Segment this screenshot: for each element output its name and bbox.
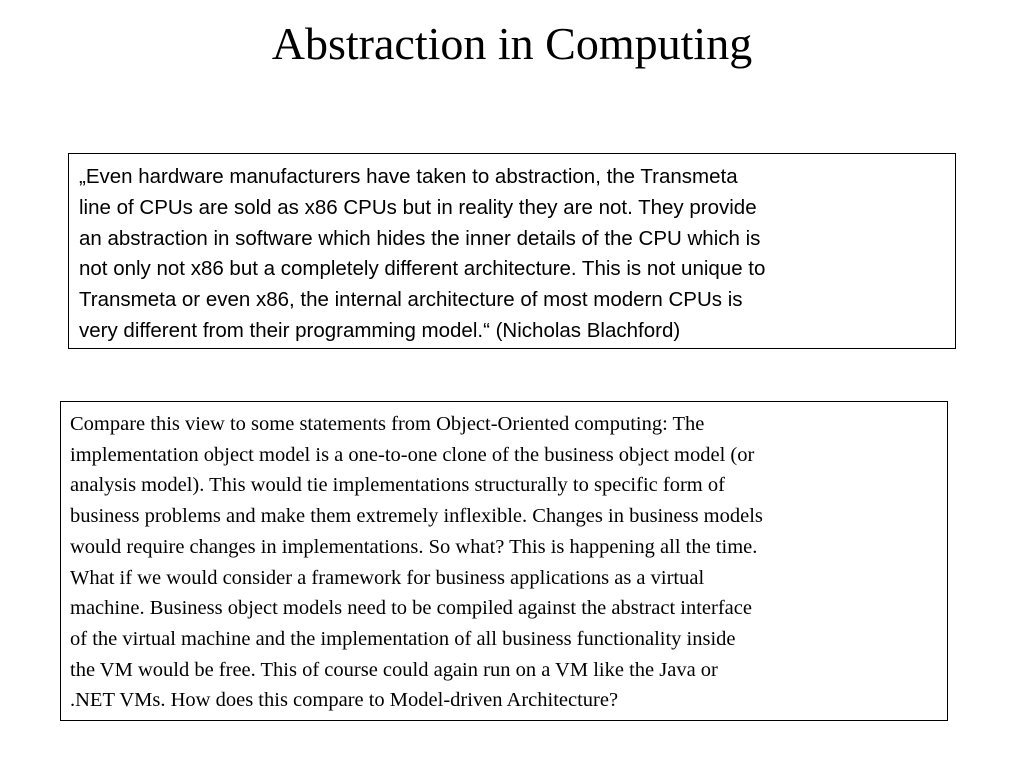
body-line: Compare this view to some statements from Object-Oriented computing: The [70, 413, 705, 435]
slide-title: Abstraction in Computing [271, 18, 753, 69]
quote-line: very different from their programming model.“ (Nicholas Blachford) [79, 318, 681, 342]
body-line: What if we would consider a framework for business applications as a virtual [70, 566, 705, 589]
quote-line: not only not x86 but a completely different architecture. This is not unique to [79, 257, 766, 281]
body-line: business problems and make them extremely inflexible. Changes in business models [70, 505, 763, 528]
body-line: .NET VMs. How does this compare to Model-driven Architecture? [70, 689, 619, 712]
quote-line: Transmeta or even x86, the internal architecture of most modern CPUs is [79, 288, 743, 312]
body-line: the VM would be free. This of course could again run on a VM like the Java or [70, 658, 718, 681]
body-text-box [60, 401, 948, 721]
quote-box [68, 153, 956, 349]
body-line: machine. Business object models need to be compiled against the abstract interface [70, 597, 752, 620]
body-line: implementation object model is a one-to-one clone of the business object model (or [70, 443, 755, 466]
quote-line: an abstraction in software which hides the inner details of the CPU which is [79, 226, 761, 250]
quote-line: „Even hardware manufacturers have taken to abstraction, the Transmeta [79, 165, 738, 188]
body-line: analysis model). This would tie implementations structurally to specific form of [70, 474, 725, 497]
quote-line: line of CPUs are sold as x86 CPUs but in reality they are not. They provide [79, 195, 757, 219]
body-line: of the virtual machine and the implementation of all business functionality inside [70, 627, 736, 650]
body-line: would require changes in implementations. So what? This is happening all the time. [70, 535, 758, 558]
